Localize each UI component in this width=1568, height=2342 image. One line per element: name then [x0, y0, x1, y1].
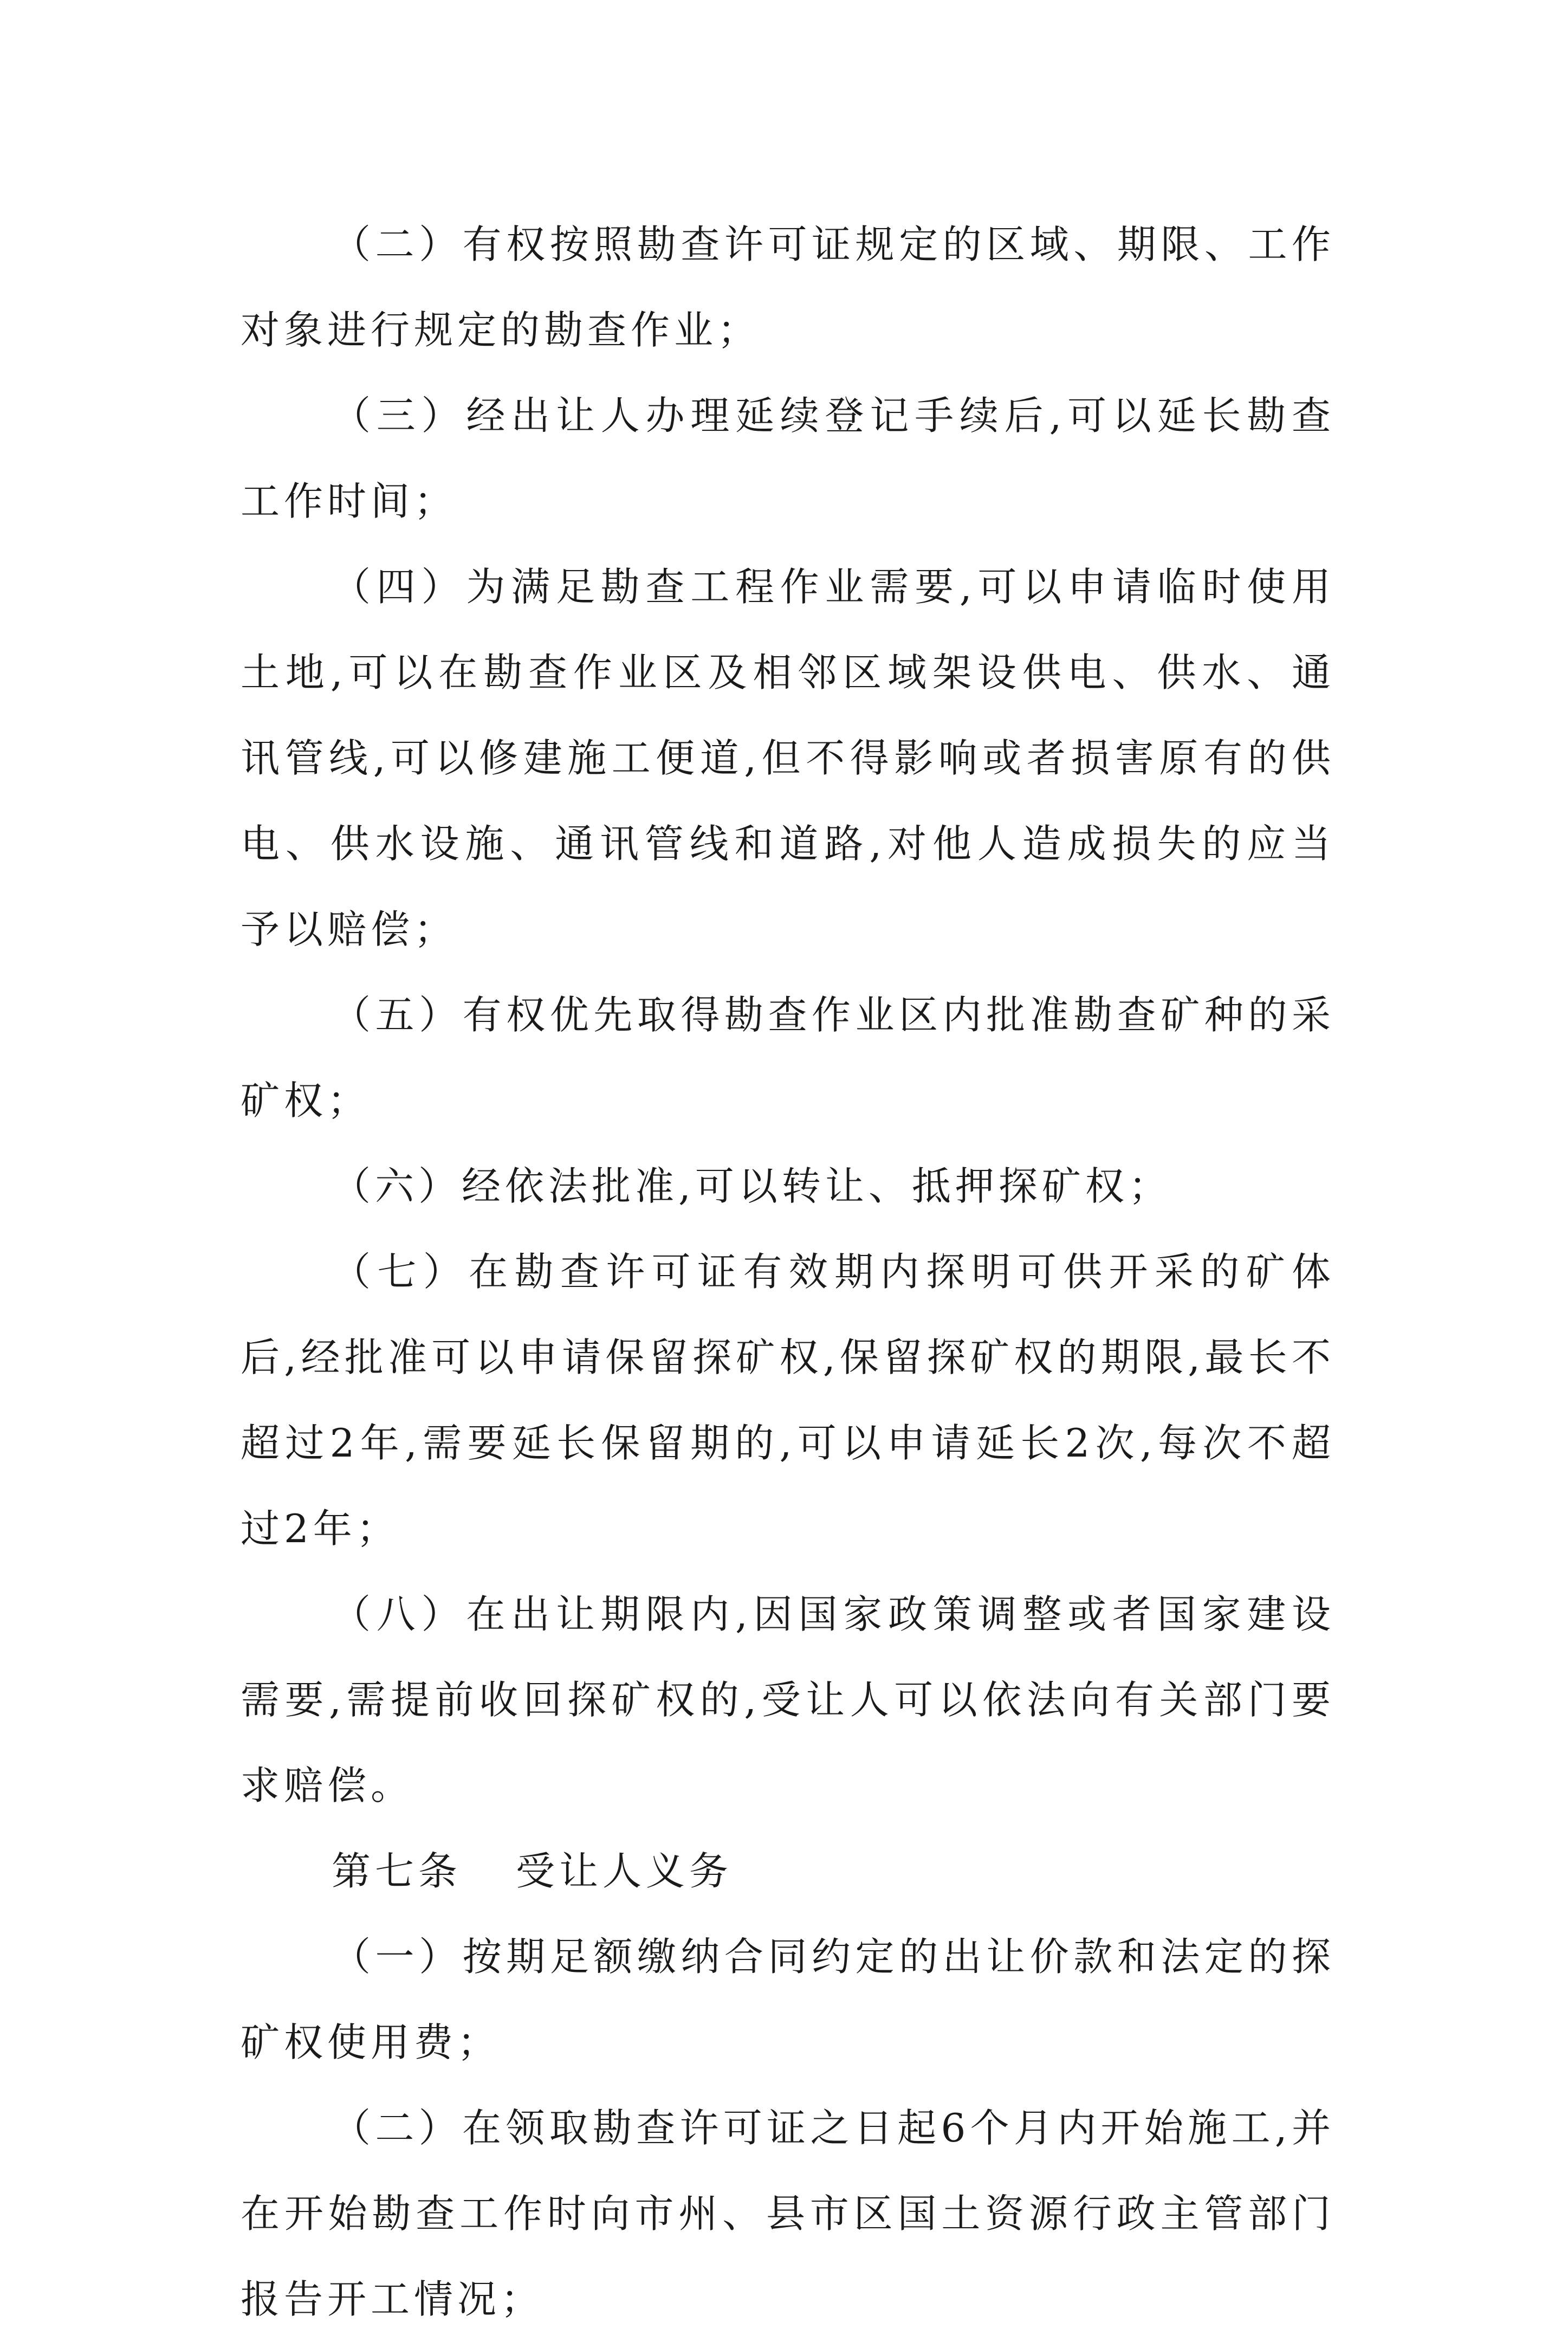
rights-item-5: （五）有权优先取得勘查作业区内批准勘查矿种的采矿权； — [241, 992, 1335, 1123]
rights-item-4: （四）为满足勘查工程作业需要,可以申请临时使用土地,可以在勘查作业区及相邻区域架设供电、供水、通讯管线,可以修建施工便道,但不得影响或者损害原有的供电、供水设施、通讯管线和道路,对他人造成损失的应当予以赔偿； — [241, 564, 1335, 952]
rights-item-2: （二）有权按照勘查许可证规定的区域、期限、工作对象进行规定的勘查作业； — [241, 222, 1335, 353]
obligation-item-1: （一）按期足额缴纳合同约定的出让价款和法定的探矿权使用费； — [241, 1934, 1335, 2065]
document-body — [241, 202, 1335, 2342]
article-heading — [241, 1828, 1335, 1914]
rights-item-3: （三）经出让人办理延续登记手续后,可以延长勘查工作时间； — [241, 393, 1335, 524]
obligation-item-2: （二）在领取勘查许可证之日起6个月内开始施工,并在开始勘查工作时向市州、县市区国土资源行政主管部门报告开工情况； — [241, 2105, 1335, 2322]
article-title: 受让人义务 — [516, 1848, 733, 1894]
rights-item-8: （八）在出让期限内,因国家政策调整或者国家建设需要,需提前收回探矿权的,受让人可以依法向有关部门要求赔偿。 — [241, 1591, 1335, 1808]
rights-item-6: （六）经依法批准,可以转让、抵押探矿权； — [332, 1163, 1172, 1209]
rights-item-7: （七）在勘查许可证有效期内探明可供开采的矿体后,经批准可以申请保留探矿权,保留探矿权的期限,最长不超过2年,需要延长保留期的,可以申请延长2次,每次不超过2年； — [241, 1249, 1335, 1551]
article-number: 第七条 — [332, 1848, 462, 1894]
